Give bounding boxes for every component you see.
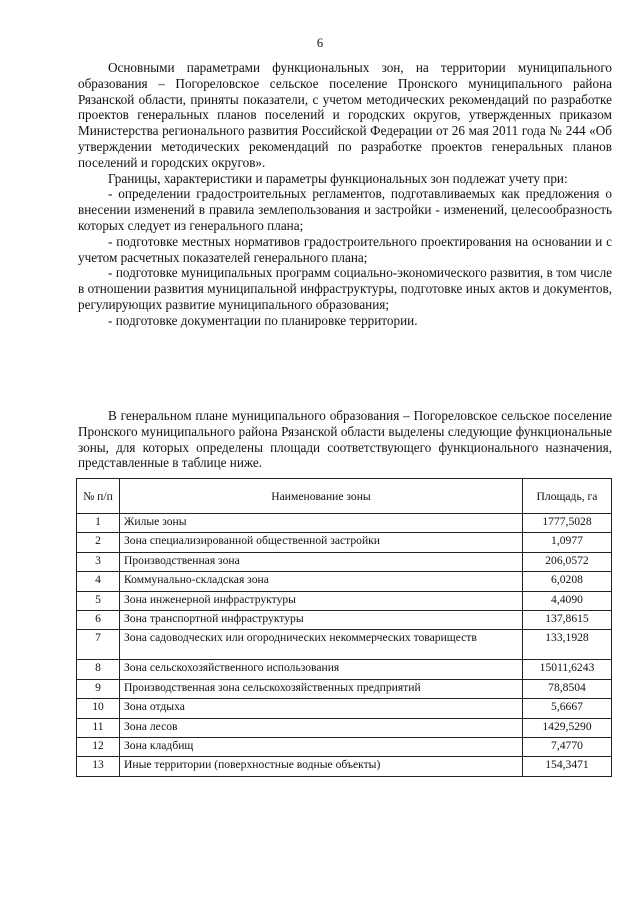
table-row: [77, 737, 612, 756]
cell-name: Зона садоводческих или огороднических некоммерческих товариществ: [120, 630, 523, 660]
cell-num: 12: [77, 737, 120, 756]
table-row: [77, 514, 612, 533]
table-row: [77, 591, 612, 610]
cell-area: 206,0572: [523, 552, 612, 571]
table-row: [77, 533, 612, 552]
cell-num: 4: [77, 572, 120, 591]
cell-name: Зона лесов: [120, 718, 523, 737]
list-item: - подготовке документации по планировке территории.: [108, 312, 418, 328]
table-row: [77, 572, 612, 591]
cell-area: 1,0977: [523, 533, 612, 552]
cell-area: 6,0208: [523, 572, 612, 591]
cell-name: Зона специализированной общественной застройки: [120, 533, 523, 552]
cell-name: Производственная зона сельскохозяйственных предприятий: [120, 679, 523, 698]
cell-name: Зона кладбищ: [120, 737, 523, 756]
cell-area: 5,6667: [523, 699, 612, 718]
table-row: [77, 757, 612, 776]
table-row: [77, 630, 612, 660]
cell-num: 8: [77, 660, 120, 679]
table-row: [77, 610, 612, 629]
body-text-table-intro: [78, 408, 612, 471]
table-header-row: [77, 479, 612, 514]
cell-name: Производственная зона: [120, 552, 523, 571]
cell-num: 5: [77, 591, 120, 610]
zones-table: [76, 478, 612, 777]
page-number: 6: [316, 36, 324, 50]
cell-area: 15011,6243: [523, 660, 612, 679]
cell-num: 11: [77, 718, 120, 737]
body-text-top: [78, 60, 612, 329]
cell-name: Коммунально-складская зона: [120, 572, 523, 591]
table-row: [77, 552, 612, 571]
cell-name: Иные территории (поверхностные водные объекты): [120, 757, 523, 776]
cell-area: 7,4770: [523, 737, 612, 756]
cell-area: 1429,5290: [523, 718, 612, 737]
cell-num: 3: [77, 552, 120, 571]
cell-num: 6: [77, 610, 120, 629]
paragraph: В генеральном плане муниципального образования – Погореловское сельское поселение Пронского муниципального района Рязанской области выделены следующие функциональные зоны, для которых определены площади соответствующего функционального назначения, представленные в таблице ниже.: [78, 408, 612, 471]
cell-num: 7: [77, 630, 120, 660]
table-row: [77, 660, 612, 679]
cell-area: 133,1928: [523, 630, 612, 660]
cell-num: 2: [77, 533, 120, 552]
cell-name: Зона сельскохозяйственного использования: [120, 660, 523, 679]
table-row: [77, 679, 612, 698]
cell-num: 1: [77, 514, 120, 533]
header-name: Наименование зоны: [120, 479, 523, 514]
header-area: Площадь, га: [523, 479, 612, 514]
cell-area: 1777,5028: [523, 514, 612, 533]
cell-name: Зона инженерной инфраструктуры: [120, 591, 523, 610]
cell-name: Зона отдыха: [120, 699, 523, 718]
cell-area: 154,3471: [523, 757, 612, 776]
header-num: № п/п: [77, 479, 120, 514]
cell-area: 78,8504: [523, 679, 612, 698]
cell-name: Зона транспортной инфраструктуры: [120, 610, 523, 629]
cell-num: 9: [77, 679, 120, 698]
table-row: [77, 718, 612, 737]
cell-area: 137,8615: [523, 610, 612, 629]
cell-num: 10: [77, 699, 120, 718]
list-item: - подготовке местных нормативов градостроительного проектирования на основании и с учетом расчетных показателей генерального плана;: [78, 233, 612, 265]
cell-name: Жилые зоны: [120, 514, 523, 533]
paragraph: Границы, характеристики и параметры функциональных зон подлежат учету при:: [108, 170, 568, 186]
list-item: - подготовке муниципальных программ социально-экономического развития, в том числе в отношении развития муниципальной инфраструктуры, подготовке иных актов и документов, регулирующих развитие муниципального образования;: [78, 265, 612, 312]
cell-area: 4,4090: [523, 591, 612, 610]
table-row: [77, 699, 612, 718]
cell-num: 13: [77, 757, 120, 776]
list-item: - определении градостроительных регламентов, подготавливаемых как предложения о внесении изменений в правила землепользования и застройки - изменений, целесообразность которых следует из генерального плана;: [78, 186, 612, 233]
paragraph: Основными параметрами функциональных зон, на территории муниципального образования – Погореловское сельское поселение Пронского муниципального района Рязанской области, приняты показатели, с учетом методических рекомендаций по разработке проектов генеральных планов поселений и городских округов, утвержденных приказом Министерства регионального развития Российской Федерации от 26 мая 2011 года № 244 «Об утверждении методических рекомендаций по разработке проектов генеральных планов поселений и городских округов».: [78, 60, 612, 170]
